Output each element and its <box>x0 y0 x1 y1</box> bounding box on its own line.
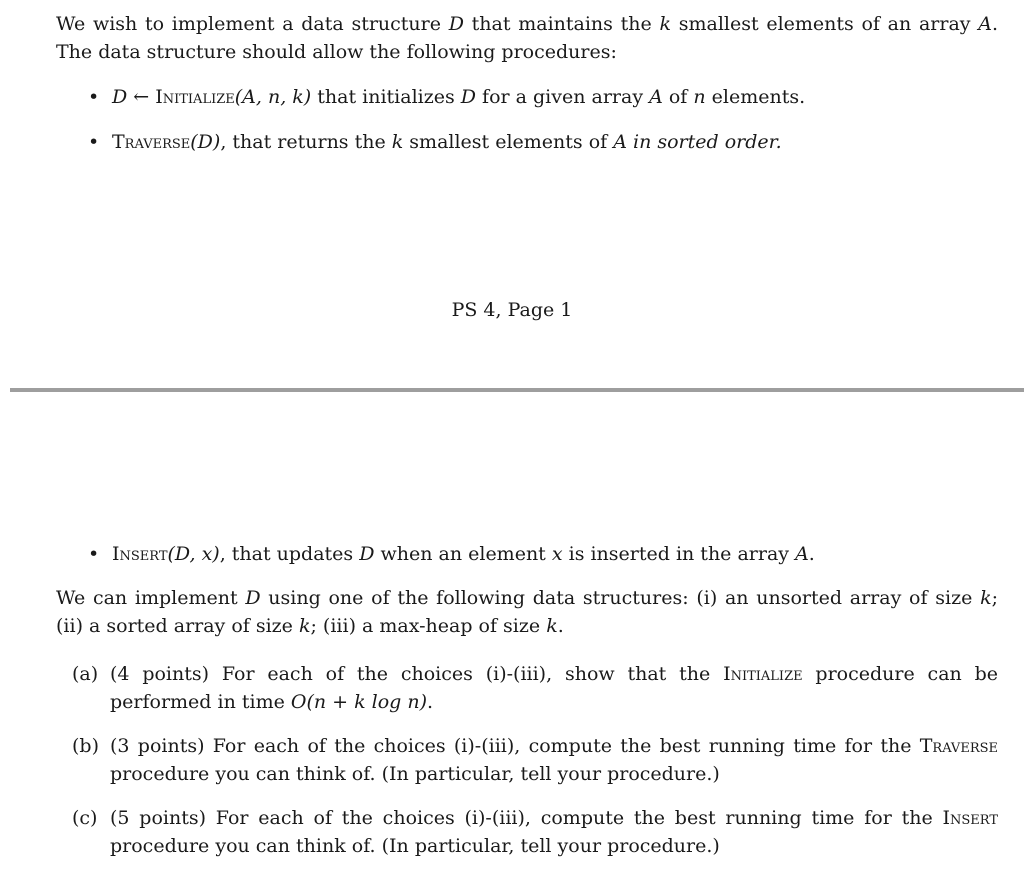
math-A: A <box>613 131 627 153</box>
bullet-insert <box>88 540 998 568</box>
text: . The data structure should allow the following procedures: <box>56 13 999 63</box>
text: . <box>808 543 815 565</box>
math-k: k <box>659 13 671 35</box>
text: procedure you can think of. (In particular, tell your procedure.) <box>110 835 720 857</box>
procedure-name: Traverse <box>919 735 998 757</box>
page-footer: PS 4, Page 1 <box>451 299 573 321</box>
item-text <box>110 732 998 788</box>
procedure-name: Traverse <box>112 131 191 153</box>
math-A: A <box>978 13 992 35</box>
item-label: (a) <box>72 663 99 685</box>
math-D: D <box>359 543 375 565</box>
math-k: k <box>546 615 558 637</box>
text: procedure can be performed in time <box>110 663 998 713</box>
question-item-a <box>72 660 998 716</box>
math-A: A <box>649 86 663 108</box>
math-D: D <box>245 587 261 609</box>
math-expression: O(n + k log n) <box>290 691 428 713</box>
text: , that updates <box>219 543 360 565</box>
text: using one of the following data structures: (i) an unsorted array of size <box>260 587 981 609</box>
choices-paragraph <box>56 584 998 640</box>
text: smallest elements of an array <box>671 13 979 35</box>
bullet-icon: • <box>88 131 100 153</box>
text: for a given array <box>476 86 650 108</box>
text: elements. <box>705 86 806 108</box>
text: procedure you can think of. (In particular, tell your procedure.) <box>110 763 720 785</box>
text: when an element <box>374 543 552 565</box>
math-k: k <box>980 587 992 609</box>
question-item-c <box>72 804 998 860</box>
text: is inserted in the array <box>562 543 796 565</box>
procedure-name: Initialize <box>723 663 803 685</box>
item-label: (c) <box>72 807 98 829</box>
bullet-initialize <box>88 83 998 111</box>
text: (3 points) For each of the choices (i)-(iii), compute the best running time for the <box>110 735 920 757</box>
text: We can implement <box>56 587 246 609</box>
procedure-args: (A, n, k) <box>234 86 312 108</box>
text: . <box>557 615 564 637</box>
math-k: k <box>298 615 311 637</box>
procedure-args: (D) <box>190 131 221 153</box>
text: We wish to implement a data structure <box>56 13 449 35</box>
procedure-name: Initialize <box>155 86 235 108</box>
procedure-name: Insert <box>942 807 998 829</box>
question-item-b <box>72 732 998 788</box>
item-text <box>110 804 998 860</box>
text: . <box>427 691 434 713</box>
text: that maintains the <box>463 13 660 35</box>
math-A: A <box>795 543 809 565</box>
math-D: D <box>460 86 476 108</box>
bullet-icon: • <box>88 543 100 565</box>
text: (5 points) For each of the choices (i)-(iii), compute the best running time for the <box>110 807 943 829</box>
text: that initializes <box>311 86 461 108</box>
math-n: n <box>693 86 706 108</box>
item-text <box>110 660 998 716</box>
math-k: k <box>391 131 404 153</box>
text: smallest elements of <box>403 131 614 153</box>
emphasis-text: in sorted order. <box>626 131 782 153</box>
math-D: D <box>112 86 128 108</box>
text: of <box>662 86 694 108</box>
text: ; (iii) a max-heap of size <box>310 615 547 637</box>
bullet-icon: • <box>88 86 100 108</box>
procedure-args: (D, x) <box>167 543 220 565</box>
text: (4 points) For each of the choices (i)-(iii), show that the <box>110 663 724 685</box>
math-D: D <box>448 13 464 35</box>
text: , that returns the <box>220 131 392 153</box>
page-divider <box>10 388 1024 392</box>
item-label: (b) <box>72 735 99 757</box>
intro-paragraph <box>56 10 998 66</box>
left-arrow-icon: ← <box>127 86 156 108</box>
text: ; (ii) a sorted array of size <box>56 587 998 637</box>
math-x: x <box>551 543 563 565</box>
bullet-traverse <box>88 128 998 156</box>
procedure-name: Insert <box>112 543 168 565</box>
